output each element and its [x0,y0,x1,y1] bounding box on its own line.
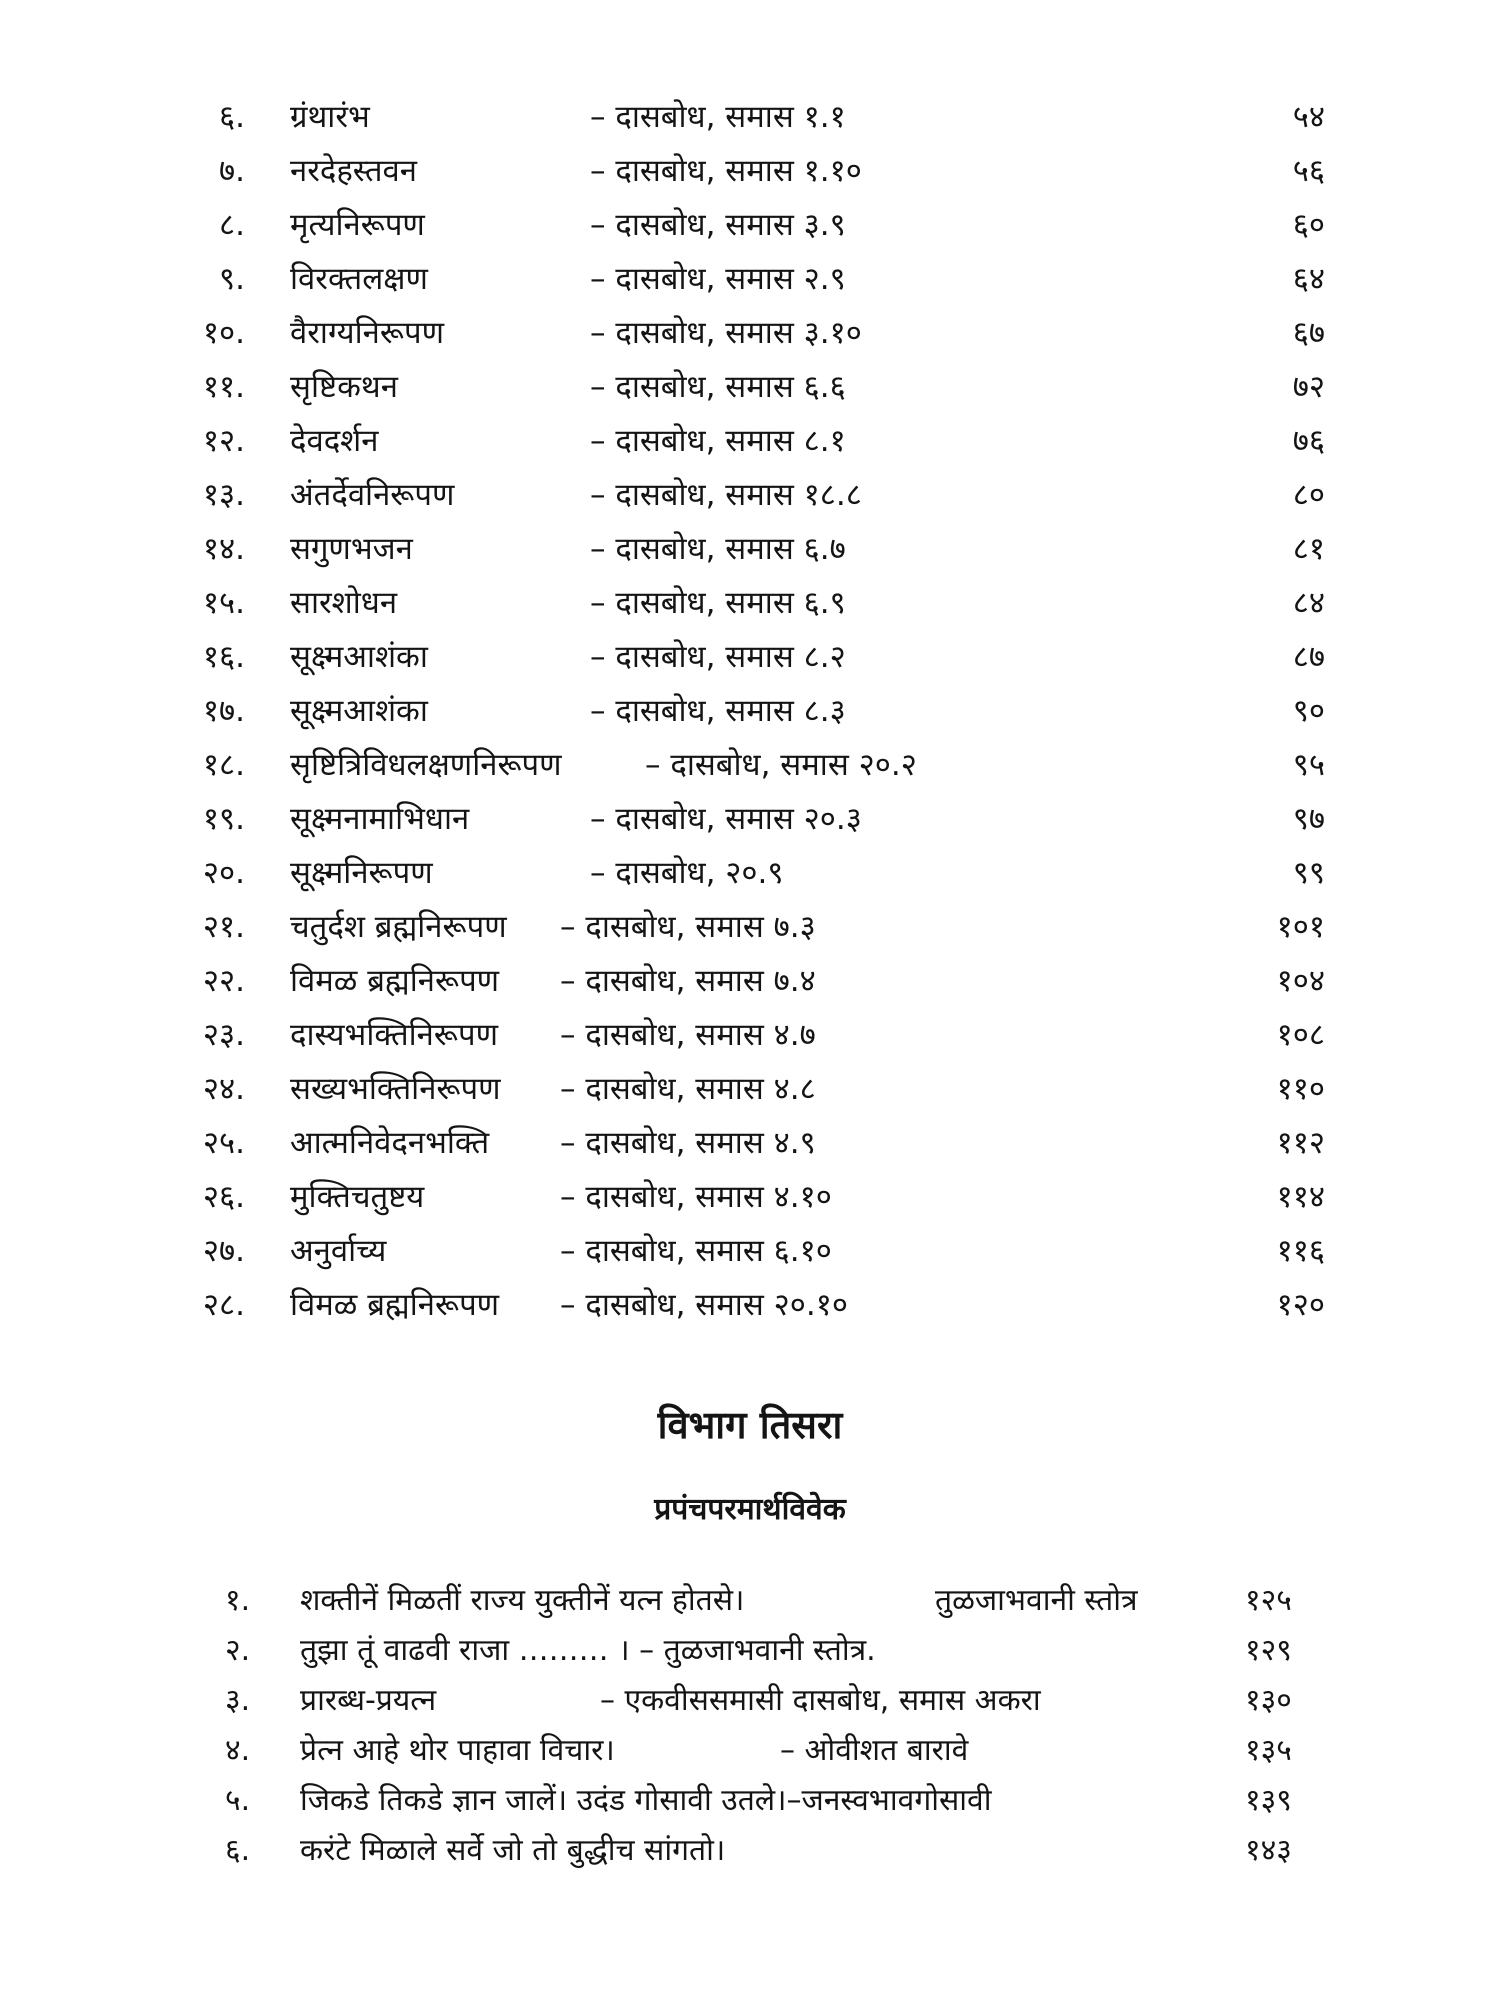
entry-source: – दासबोध, समास ८.३ [590,693,846,729]
toc-entry [0,900,1500,954]
toc-entry [0,360,1500,414]
entry-page: १४३ [1245,1833,1292,1868]
entry-title: विमळ ब्रह्मनिरूपण [290,1287,500,1323]
toc-entry [0,1575,1500,1627]
entry-page: ७२ [1292,369,1325,405]
entry-title: जिकडे तिकडे ज्ञान जालें। उदंड गोसावी उतले।–जनस्वभावगोसावी [300,1783,992,1818]
entry-source: – दासबोध, समास ६.१० [560,1233,832,1269]
entry-page: ९७ [1292,801,1325,837]
toc-entry [0,630,1500,684]
entry-source: – दासबोध, समास ६.९ [590,585,846,621]
entry-title: चतुर्दश ब्रह्मनिरूपण [290,909,507,945]
entry-title: प्रारब्ध-प्रयत्न [300,1683,437,1718]
toc-entry [0,1278,1500,1332]
entry-title: दास्यभक्तिनिरूपण [290,1017,498,1053]
entry-source: – दासबोध, समास १.१ [590,99,846,135]
entry-source: – दासबोध, समास ८.२ [590,639,846,675]
entry-number: २५. [202,1125,245,1161]
entry-source: तुळजाभवानी स्तोत्र [935,1583,1138,1618]
entry-number: ६. [219,99,245,135]
entry-title: सूक्ष्मआशंका [290,639,428,675]
entry-page: ९० [1292,693,1325,729]
entry-source: – दासबोध, समास ३.१० [590,315,862,351]
entry-page: ९९ [1292,855,1325,891]
entry-page: १३५ [1245,1733,1292,1768]
entry-title: सृष्टिकथन [290,369,398,405]
toc-entry [0,1625,1500,1677]
entry-title: तुझा तूं वाढवी राजा ……… । – तुळजाभवानी स्तोत्र. [300,1633,876,1668]
entry-source: – दासबोध, समास ४.९ [560,1125,816,1161]
toc-entry [0,1825,1500,1877]
toc-entry [0,522,1500,576]
entry-page: ८७ [1292,639,1325,675]
entry-source: – दासबोध, समास ४.१० [560,1179,832,1215]
entry-title: विमळ ब्रह्मनिरूपण [290,963,500,999]
toc-entry [0,576,1500,630]
entry-title: सूक्ष्मनामाभिधान [290,801,470,837]
entry-number: २६. [202,1179,245,1215]
toc-entry [0,954,1500,1008]
entry-page: १३९ [1245,1783,1292,1818]
toc-entry [0,1116,1500,1170]
entry-number: ८. [219,207,245,243]
entry-title: अंतर्देवनिरूपण [290,477,455,513]
entry-source: – दासबोध, समास ६.६ [590,369,846,405]
entry-page: १०८ [1276,1017,1325,1053]
entry-number: १७. [202,693,245,729]
toc-entry [0,1725,1500,1777]
toc-entry [0,738,1500,792]
entry-number: ७. [219,153,245,189]
entry-page: १२९ [1245,1633,1292,1668]
entry-title: वैराग्यनिरूपण [290,315,444,351]
entry-number: ११. [202,369,245,405]
entry-source: – दासबोध, समास ४.८ [560,1071,816,1107]
entry-page: ८४ [1292,585,1325,621]
entry-number: ३. [225,1683,251,1718]
entry-title: सृष्टित्रिविधलक्षणनिरूपण [290,747,562,783]
entry-number: २४. [202,1071,245,1107]
entry-source: – दासबोध, समास २०.३ [590,801,862,837]
entry-number: २२. [202,963,245,999]
entry-number: १६. [202,639,245,675]
entry-page: १२० [1276,1287,1325,1323]
toc-entry [0,1224,1500,1278]
toc-entry [0,1775,1500,1827]
entry-source: – दासबोध, समास २०.१० [560,1287,848,1323]
entry-page: ९५ [1292,747,1325,783]
entry-page: ५६ [1292,153,1325,189]
entry-page: ६४ [1292,261,1325,297]
entry-number: १४. [202,531,245,567]
entry-number: १९. [202,801,245,837]
entry-page: ७६ [1292,423,1325,459]
entry-title: विरक्तलक्षण [290,261,428,297]
entry-source: – दासबोध, समास ३.९ [590,207,846,243]
entry-number: ६. [225,1833,251,1868]
entry-title: नरदेहस्तवन [290,153,417,189]
toc-entry [0,846,1500,900]
entry-number: १५. [202,585,245,621]
entry-source: – दासबोध, समास ६.७ [590,531,846,567]
entry-title: देवदर्शन [290,423,379,459]
entry-number: २. [225,1633,251,1668]
entry-title: सख्यभक्तिनिरूपण [290,1071,501,1107]
entry-number: २३. [202,1017,245,1053]
entry-title: मुक्तिचतुष्टय [290,1179,425,1215]
entry-page: १३० [1245,1683,1292,1718]
entry-page: ६७ [1292,315,1325,351]
toc-entry [0,144,1500,198]
entry-number: २१. [202,909,245,945]
entry-page: ११४ [1276,1179,1325,1215]
entry-number: १२. [202,423,245,459]
entry-page: ८० [1292,477,1325,513]
entry-source: – दासबोध, समास ७.४ [560,963,816,999]
entry-number: ५. [225,1783,251,1818]
toc-entry [0,1675,1500,1727]
entry-number: १. [225,1583,251,1618]
entry-title: मृत्यनिरूपण [290,207,425,243]
entry-title: सारशोधन [290,585,398,621]
entry-number: २८. [202,1287,245,1323]
entry-number: ९. [219,261,245,297]
entry-source: – दासबोध, २०.९ [590,855,784,891]
entry-number: २०. [202,855,245,891]
entry-page: ५४ [1292,99,1325,135]
toc-entry [0,1170,1500,1224]
entry-title: शक्तीनें मिळतीं राज्य युक्तीनें यत्न होतसे। [300,1583,745,1618]
entry-source: – एकवीससमासी दासबोध, समास अकरा [600,1683,1041,1718]
entry-title: अनुर्वाच्य [290,1233,387,1269]
entry-number: १८. [202,747,245,783]
entry-source: – दासबोध, समास २.९ [590,261,846,297]
toc-entry [0,1062,1500,1116]
entry-source: – दासबोध, समास ८.१ [590,423,846,459]
section-subheading: प्रपंचपरमार्थविवेक [654,1492,846,1527]
entry-source: – दासबोध, समास १८.८ [590,477,862,513]
entry-number: १३. [202,477,245,513]
toc-entry [0,306,1500,360]
toc-entry [0,468,1500,522]
entry-source: – दासबोध, समास १.१० [590,153,862,189]
entry-title: करंटे मिळाले सर्वे जो तो बुद्धीच सांगतो। [300,1833,726,1868]
entry-source: – दासबोध, समास २०.२ [645,747,917,783]
entry-title: प्रेत्न आहे थोर पाहावा विचार। [300,1733,615,1768]
entry-page: ११० [1276,1071,1325,1107]
entry-title: ग्रंथारंभ [290,99,370,135]
entry-page: ६० [1292,207,1325,243]
entry-page: ११६ [1276,1233,1325,1269]
entry-page: ११२ [1276,1125,1325,1161]
entry-title: सूक्ष्मनिरूपण [290,855,433,891]
entry-title: सगुणभजन [290,531,413,567]
entry-number: २७. [202,1233,245,1269]
entry-number: १०. [202,315,245,351]
entry-page: १०१ [1276,909,1325,945]
toc-entry [0,252,1500,306]
entry-source: – ओवीशत बारावे [780,1733,969,1768]
section-heading: विभाग तिसरा [657,1403,843,1447]
entry-title: सूक्ष्मआशंका [290,693,428,729]
entry-title: आत्मनिवेदनभक्ति [290,1125,490,1161]
toc-entry [0,684,1500,738]
toc-entry [0,198,1500,252]
entry-page: १२५ [1245,1583,1292,1618]
toc-entry [0,414,1500,468]
entry-source: – दासबोध, समास ४.७ [560,1017,816,1053]
entry-page: ८१ [1292,531,1325,567]
toc-entry [0,90,1500,144]
toc-entry [0,792,1500,846]
entry-page: १०४ [1276,963,1325,999]
entry-source: – दासबोध, समास ७.३ [560,909,816,945]
toc-entry [0,1008,1500,1062]
entry-number: ४. [225,1733,251,1768]
